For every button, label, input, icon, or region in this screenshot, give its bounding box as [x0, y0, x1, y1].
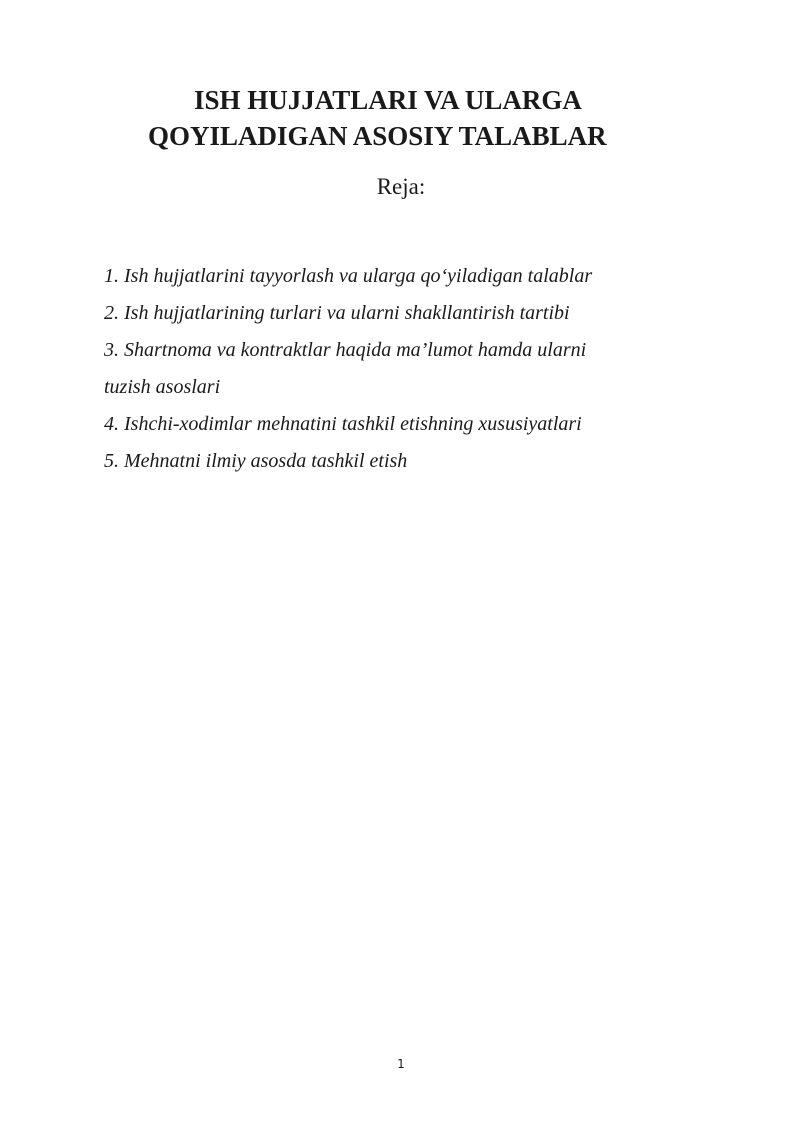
plan-item: 3. Shartnoma va kontraktlar haqida ma’lumot hamda ularni: [104, 339, 587, 361]
plan-item: 2. Ish hujjatlarining turlari va ularni shakllantirish tartibi: [104, 302, 570, 324]
plan-item: 4. Ishchi-xodimlar mehnatini tashkil etishning xususiyatlari: [104, 413, 582, 435]
page-title-line: ISH HUJJATLARI VA ULARGA: [194, 85, 582, 115]
plan-list: [104, 258, 704, 480]
plan-item: 5. Mehnatni ilmiy asosda tashkil etish: [104, 450, 408, 472]
plan-heading: Reja:: [376, 174, 426, 199]
plan-item-continuation: tuzish asoslari: [104, 376, 221, 398]
page-number: 1: [397, 1057, 405, 1071]
plan-item: 1. Ish hujjatlarini tayyorlash va ularga qo‘yiladigan talablar: [104, 265, 593, 287]
page-title: [0, 82, 800, 154]
page-title-line: QOYILADIGAN ASOSIY TALABLAR: [148, 121, 607, 151]
